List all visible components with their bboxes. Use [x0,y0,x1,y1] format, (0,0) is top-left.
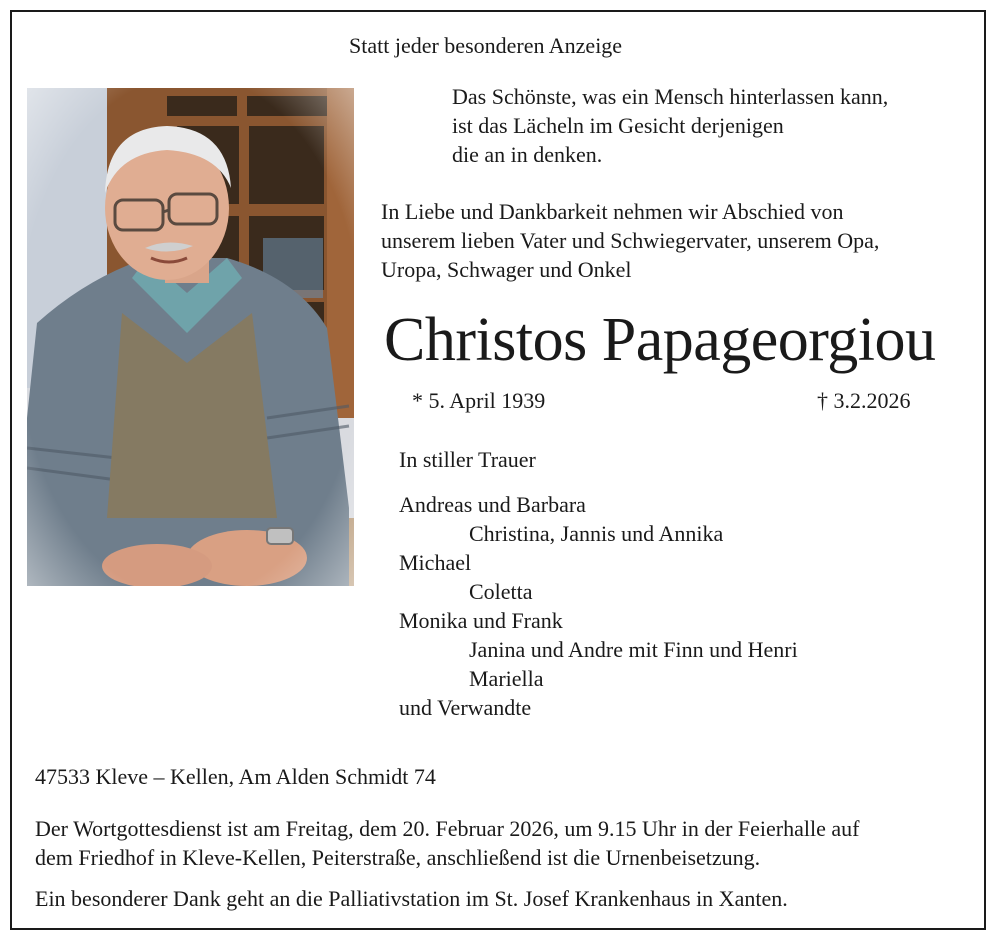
mourner-line: und Verwandte [399,695,532,720]
farewell-line-2: unserem lieben Vater und Schwiegervater, unserem Opa, [381,228,880,253]
mourner-line: Christina, Jannis und Annika [469,521,724,546]
farewell-line-3: Uropa, Schwager und Onkel [381,257,632,282]
portrait-illustration [27,88,354,586]
farewell-line-1: In Liebe und Dankbarkeit nehmen wir Abschied von [381,199,844,224]
mourner-line: Coletta [469,579,533,604]
death-date: 3.2.2026 [833,388,911,413]
mourner-line: Mariella [469,666,544,691]
mourner-line: Monika und Frank [399,608,563,633]
poem-line-2: ist das Lächeln im Gesicht derjenigen [452,113,784,138]
mourner-line: Janina und Andre mit Finn und Henri [469,637,798,662]
header-notice: Statt jeder besonderen Anzeige [349,33,623,58]
mourner-line: Michael [399,550,472,575]
mourner-line: Andreas und Barbara [399,492,586,517]
birth-date: * 5. April 1939 [412,388,546,413]
service-line-1: Der Wortgottesdienst ist am Freitag, dem 20. Februar 2026, um 9.15 Uhr in der Feierhalle auf [35,816,860,841]
service-line-2: dem Friedhof in Kleve-Kellen, Peiterstraße, anschließend ist die Urnenbeisetzung. [35,845,761,870]
death-date-row [817,386,911,415]
cross-icon: † [817,388,828,413]
portrait-photo [27,88,354,586]
address: 47533 Kleve – Kellen, Am Alden Schmidt 74 [35,764,436,789]
mourners-intro: In stiller Trauer [399,447,536,472]
poem-line-1: Das Schönste, was ein Mensch hinterlassen kann, [452,84,889,109]
thanks-note: Ein besonderer Dank geht an die Palliativstation im St. Josef Krankenhaus in Xanten. [35,886,788,911]
poem-line-3: die an in denken. [452,142,603,167]
deceased-name: Christos Papageorgiou [384,306,936,374]
